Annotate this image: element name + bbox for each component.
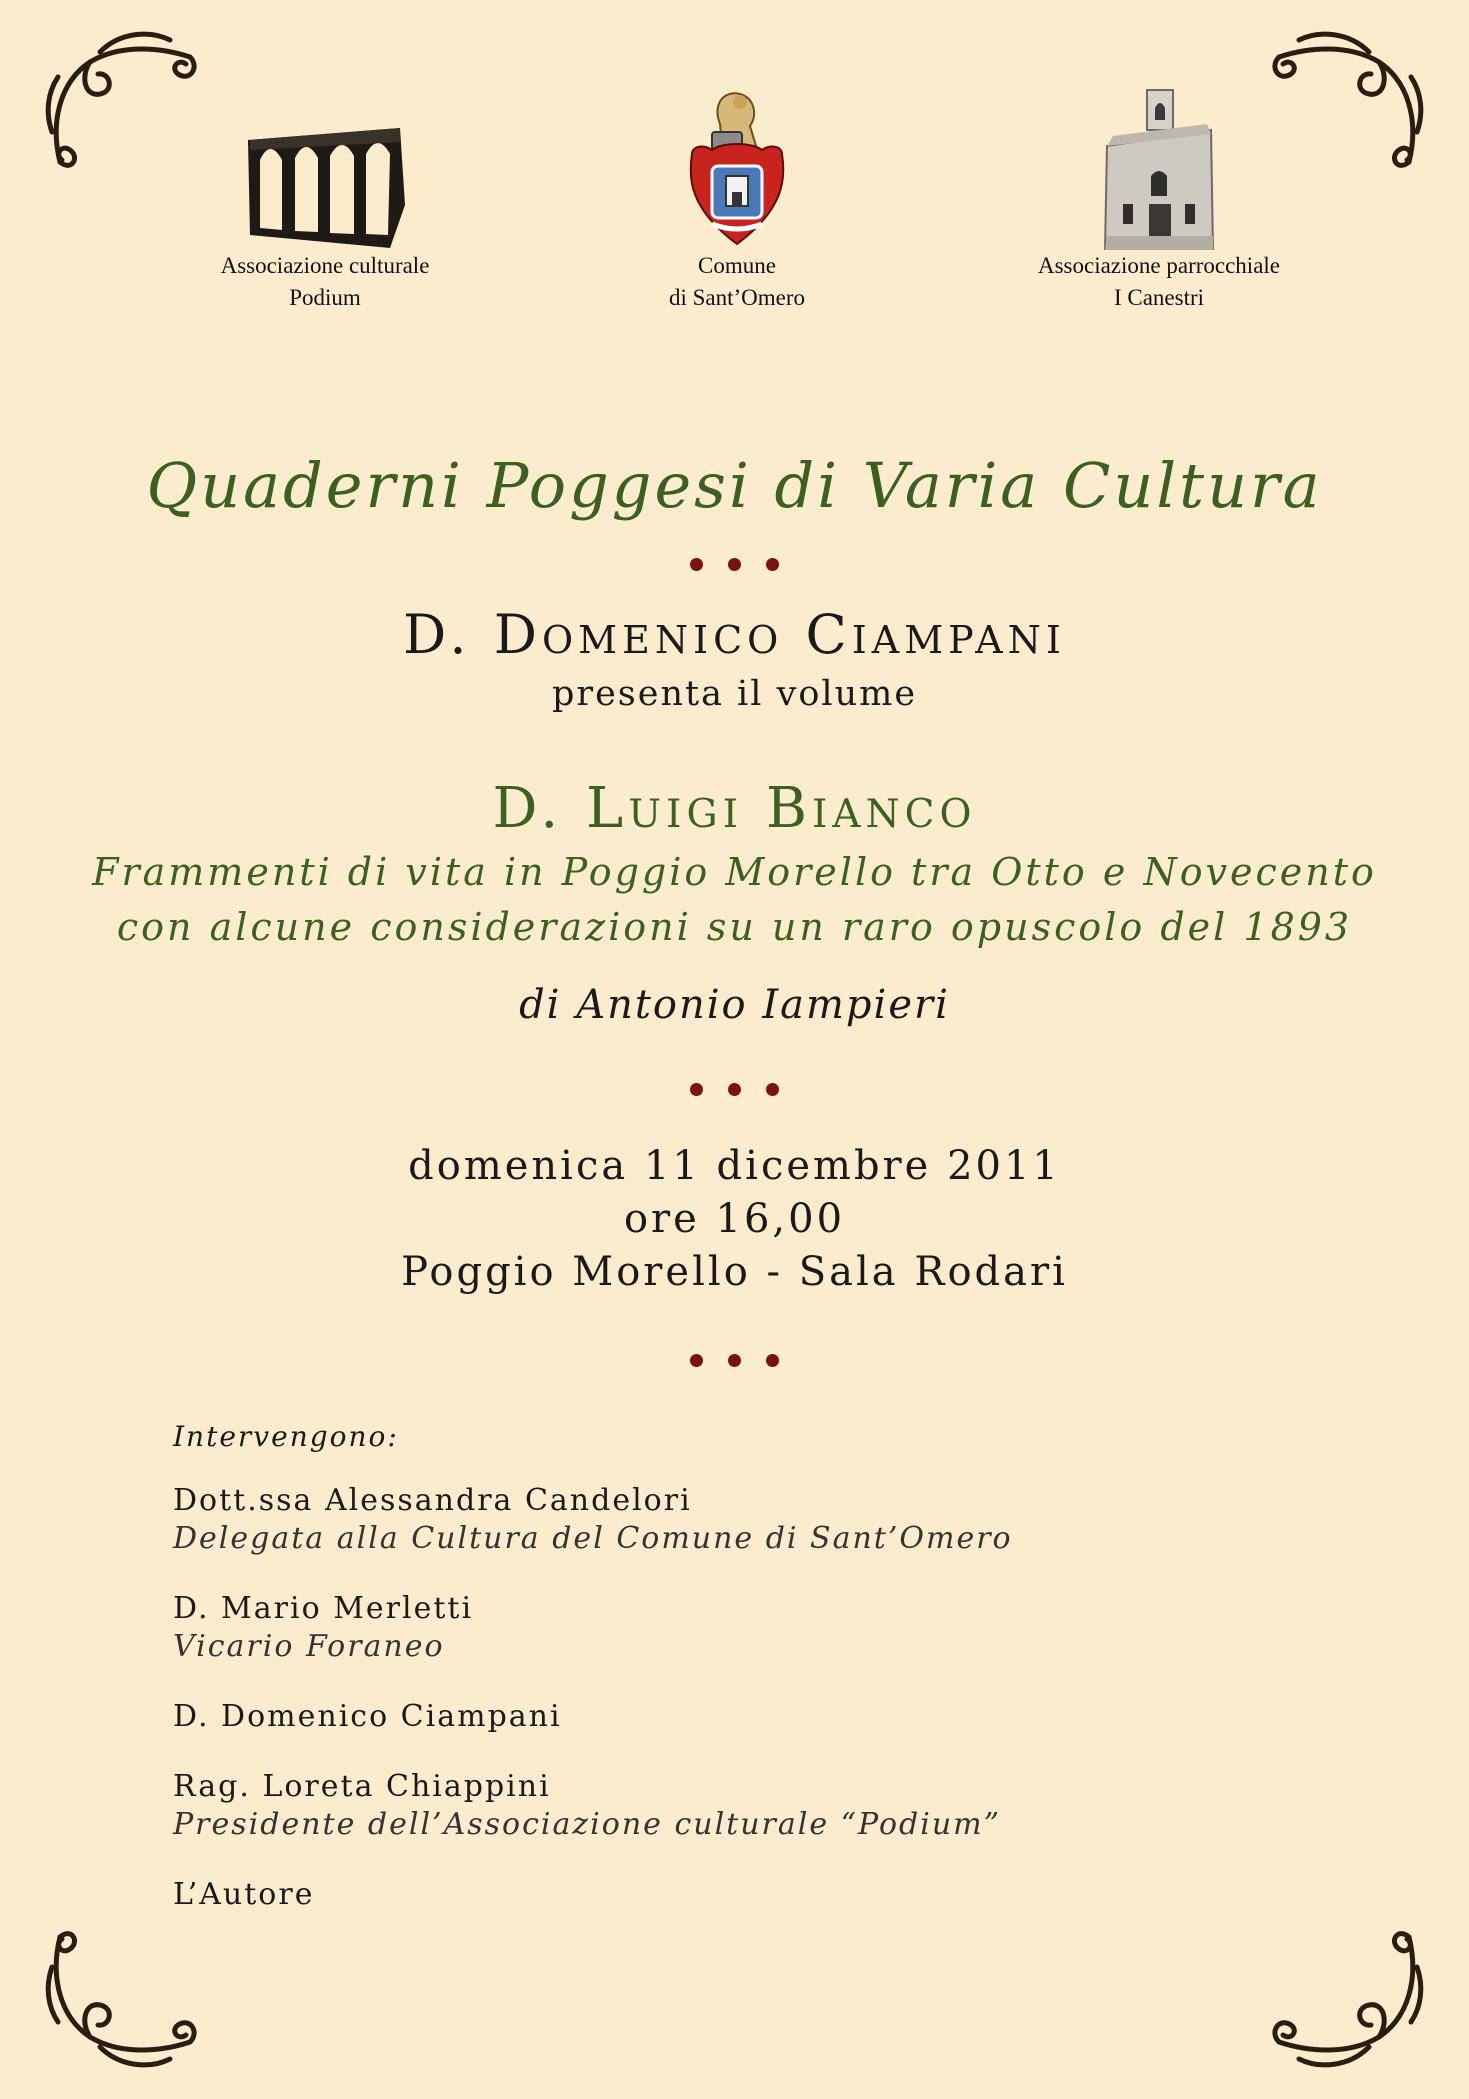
organizer-caption-line1: Associazione culturale [220,253,430,278]
speakers-intro: Intervengono: [173,1420,399,1453]
series-title: Quaderni Poggesi di Varia Cultura [146,449,1323,522]
speaker-name: D. Domenico Ciampani [173,1699,562,1734]
separator-dot-icon [690,1083,703,1096]
dot-separator [0,1354,1469,1367]
speaker-name: D. Mario Merletti [173,1591,474,1626]
speaker-role: Delegata alla Cultura del Comune di Sant’Omero [173,1521,1013,1556]
dot-separator [0,558,1469,571]
speaker-item [173,1590,1273,1666]
organizer-comune [557,84,917,314]
speaker-role: Presidente dell’Associazione culturale “Podium” [173,1807,1001,1842]
book-title: D. Luigi Bianco [492,776,977,841]
coat-of-arms-icon [682,84,792,250]
event-details [0,1140,1469,1299]
book-subtitle [0,845,1469,955]
separator-dot-icon [728,1083,741,1096]
organizer-caption-line2: I Canestri [1113,285,1205,310]
separator-dot-icon [728,558,741,571]
organizer-caption-line1: Comune [698,253,776,278]
event-date: domenica 11 dicembre 2011 [408,1143,1061,1189]
speaker-item [173,1876,1273,1914]
separator-dot-icon [690,1354,703,1367]
dot-separator [0,1083,1469,1096]
book-subtitle-line2: con alcune considerazioni su un raro opuscolo del 1893 [116,905,1353,949]
speaker-role: Vicario Foraneo [173,1629,445,1664]
presenter-name: D. Domenico Ciampani [403,603,1066,666]
separator-dot-icon [766,1083,779,1096]
book-author: di Antonio Iampieri [519,982,950,1028]
separator-dot-icon [766,1354,779,1367]
speaker-name: Rag. Loreta Chiappini [173,1769,551,1804]
speaker-item [173,1482,1273,1558]
organizer-podium [145,110,505,314]
event-place: Poggio Morello - Sala Rodari [401,1249,1068,1295]
speaker-name: L’Autore [173,1877,315,1912]
speakers-section [173,1418,1273,1946]
organizer-caption-line2: di Sant’Omero [668,285,806,310]
ruin-arches-icon [240,110,410,250]
presents-text: presenta il volume [551,674,918,714]
speaker-item [173,1698,1273,1736]
separator-dot-icon [690,558,703,571]
organizer-caption-line2: Podium [289,285,361,310]
speaker-item [173,1768,1273,1844]
separator-dot-icon [728,1354,741,1367]
separator-dot-icon [766,558,779,571]
organizer-canestri [979,86,1339,314]
organizer-caption-line1: Associazione parrocchiale [1037,253,1281,278]
event-time: ore 16,00 [623,1196,846,1242]
speaker-name: Dott.ssa Alessandra Candelori [173,1483,692,1518]
corner-ornament-bottom-right-icon [1259,1907,1429,2077]
church-icon [1099,86,1219,250]
book-subtitle-line1: Frammenti di vita in Poggio Morello tra Otto e Novecento [92,850,1377,894]
